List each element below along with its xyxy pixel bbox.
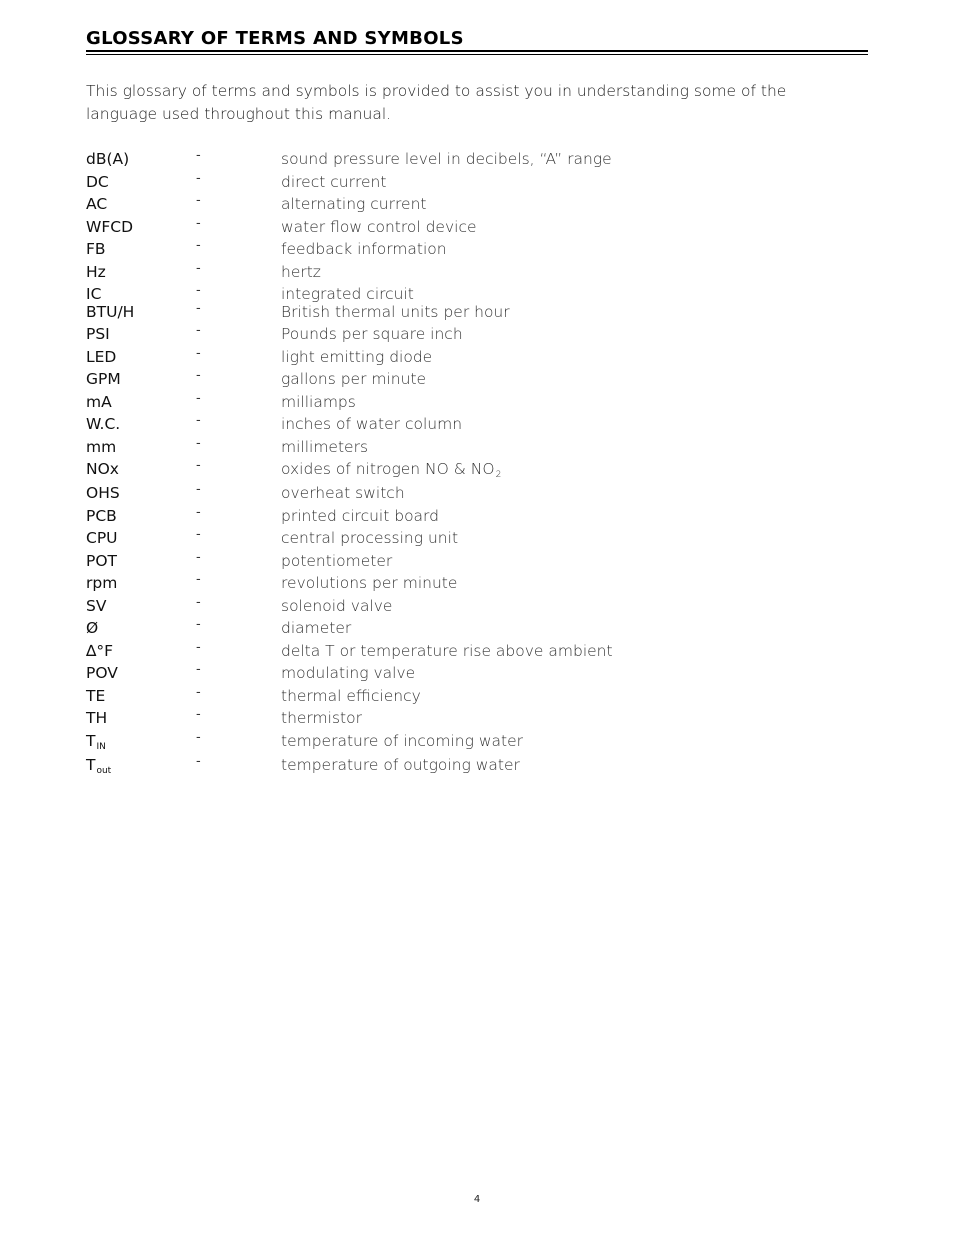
glossary-term: LED bbox=[86, 347, 117, 366]
glossary-entry bbox=[86, 505, 786, 528]
glossary-separator: - bbox=[196, 283, 201, 298]
glossary-entry bbox=[86, 527, 786, 550]
glossary-separator: - bbox=[196, 323, 201, 338]
glossary-separator: - bbox=[196, 594, 201, 610]
glossary-separator: - bbox=[196, 260, 201, 276]
glossary-entry bbox=[86, 436, 786, 459]
definition-text: oxides of nitrogen NO & NO bbox=[281, 460, 495, 478]
intro-paragraph: This glossary of terms and symbols is provided to assist you in understanding some of the language used throughout this manual. bbox=[86, 82, 787, 123]
glossary-separator: - bbox=[196, 413, 201, 428]
glossary-entry bbox=[86, 171, 786, 194]
glossary-definition: temperature of outgoing water bbox=[281, 755, 520, 774]
glossary-definition: thermal efficiency bbox=[281, 686, 421, 705]
glossary-definition: diameter bbox=[281, 619, 352, 637]
glossary-term: WFCD bbox=[86, 217, 133, 236]
glossary-entry bbox=[86, 323, 786, 346]
glossary-definition: British thermal units per hour bbox=[281, 302, 510, 321]
glossary-separator: - bbox=[196, 684, 201, 700]
glossary-definition: light emitting diode bbox=[281, 347, 433, 366]
glossary-definition: feedback information bbox=[281, 240, 447, 258]
glossary-term: dB(A) bbox=[86, 150, 130, 168]
glossary-definition: thermistor bbox=[281, 709, 362, 727]
glossary-term: PCB bbox=[86, 506, 117, 525]
glossary-separator: - bbox=[196, 458, 201, 473]
glossary-term: Hz bbox=[86, 262, 106, 281]
glossary-entry bbox=[86, 238, 786, 261]
term-subscript: IN bbox=[96, 741, 106, 752]
glossary-term: mA bbox=[86, 392, 112, 411]
glossary-separator: - bbox=[196, 639, 201, 655]
glossary-definition: printed circuit board bbox=[281, 506, 439, 525]
glossary-separator: - bbox=[196, 753, 201, 769]
glossary-term: POV bbox=[86, 664, 118, 682]
glossary-entry bbox=[86, 368, 786, 391]
glossary-definition: modulating valve bbox=[281, 664, 416, 682]
glossary-definition: sound pressure level in decibels, “A” range bbox=[281, 150, 612, 168]
glossary-separator: - bbox=[196, 729, 201, 745]
glossary-entry bbox=[86, 730, 786, 754]
glossary-entry bbox=[86, 707, 786, 730]
glossary-term: SV bbox=[86, 596, 107, 615]
glossary-entry bbox=[86, 193, 786, 216]
glossary-entry bbox=[86, 685, 786, 708]
glossary-term: ∆°F bbox=[86, 641, 114, 660]
glossary-definition: inches of water column bbox=[281, 415, 463, 433]
glossary-separator: - bbox=[196, 504, 201, 520]
glossary-definition: hertz bbox=[281, 262, 321, 281]
glossary-separator: - bbox=[196, 435, 201, 451]
glossary-term: FB bbox=[86, 240, 106, 258]
glossary-term: W.C. bbox=[86, 415, 121, 433]
glossary-list bbox=[86, 148, 786, 778]
glossary-definition: gallons per minute bbox=[281, 370, 427, 388]
glossary-definition: potentiometer bbox=[281, 551, 393, 570]
glossary-term: PSI bbox=[86, 325, 110, 343]
glossary-term: NOx bbox=[86, 460, 119, 478]
glossary-separator: - bbox=[196, 148, 201, 163]
glossary-definition: Pounds per square inch bbox=[281, 325, 463, 343]
glossary-definition: overheat switch bbox=[281, 484, 405, 502]
glossary-definition: revolutions per minute bbox=[281, 574, 458, 592]
glossary-term: TE bbox=[86, 686, 106, 705]
definition-subscript: 2 bbox=[495, 470, 502, 480]
glossary-definition: water flow control device bbox=[281, 217, 477, 236]
glossary-entry bbox=[86, 617, 786, 640]
glossary-entry bbox=[86, 482, 786, 505]
glossary-entry bbox=[86, 261, 786, 284]
glossary-separator: - bbox=[196, 662, 201, 677]
glossary-definition: solenoid valve bbox=[281, 596, 393, 615]
glossary-term: TH bbox=[86, 709, 108, 727]
glossary-term: mm bbox=[86, 437, 117, 456]
glossary-definition: central processing unit bbox=[281, 529, 459, 547]
glossary-separator: - bbox=[196, 617, 201, 632]
glossary-separator: - bbox=[196, 215, 201, 231]
glossary-entry bbox=[86, 391, 786, 414]
term-subscript: out bbox=[96, 765, 112, 776]
title-rule-thin bbox=[86, 54, 868, 55]
glossary-term bbox=[86, 754, 111, 783]
glossary-entry bbox=[86, 216, 786, 239]
glossary-definition: temperature of incoming water bbox=[281, 731, 523, 750]
glossary-separator: - bbox=[196, 482, 201, 497]
glossary-definition: direct current bbox=[281, 172, 387, 191]
glossary-term: Ø bbox=[86, 619, 99, 637]
glossary-entry bbox=[86, 346, 786, 369]
glossary-term: BTU/H bbox=[86, 302, 135, 321]
term-text: T bbox=[86, 731, 96, 750]
glossary-separator: - bbox=[196, 390, 201, 406]
glossary-term: OHS bbox=[86, 484, 120, 502]
glossary-entry bbox=[86, 148, 786, 171]
glossary-entry bbox=[86, 595, 786, 618]
glossary-separator: - bbox=[196, 572, 201, 587]
glossary-definition: integrated circuit bbox=[281, 285, 414, 303]
glossary-term: AC bbox=[86, 195, 108, 213]
glossary-entry bbox=[86, 754, 786, 778]
glossary-term: IC bbox=[86, 285, 102, 303]
glossary-entry bbox=[86, 640, 786, 663]
glossary-definition: delta T or temperature rise above ambient bbox=[281, 641, 613, 660]
glossary-separator: - bbox=[196, 549, 201, 565]
glossary-term: CPU bbox=[86, 529, 118, 547]
glossary-separator: - bbox=[196, 345, 201, 361]
glossary-term: rpm bbox=[86, 574, 118, 592]
glossary-separator: - bbox=[196, 170, 201, 186]
page-title: GLOSSARY OF TERMS AND SYMBOLS bbox=[86, 28, 464, 49]
glossary-term: DC bbox=[86, 172, 109, 191]
glossary-definition: millimeters bbox=[281, 437, 369, 456]
glossary-entry bbox=[86, 458, 786, 482]
term-text: T bbox=[86, 755, 96, 774]
glossary-entry bbox=[86, 413, 786, 436]
title-rule-thick bbox=[86, 50, 868, 52]
glossary-separator: - bbox=[196, 238, 201, 253]
glossary-entry bbox=[86, 550, 786, 573]
glossary-definition: milliamps bbox=[281, 392, 356, 411]
glossary-definition: alternating current bbox=[281, 195, 427, 213]
glossary-entry bbox=[86, 572, 786, 595]
glossary-entry bbox=[86, 283, 786, 301]
glossary-term: GPM bbox=[86, 370, 121, 388]
glossary-separator: - bbox=[196, 527, 201, 542]
glossary-separator: - bbox=[196, 707, 201, 722]
glossary-separator: - bbox=[196, 193, 201, 208]
glossary-entry bbox=[86, 662, 786, 685]
glossary-separator: - bbox=[196, 300, 201, 316]
glossary-term: POT bbox=[86, 551, 118, 570]
page-number: 4 bbox=[473, 1194, 481, 1205]
glossary-separator: - bbox=[196, 368, 201, 383]
glossary-entry bbox=[86, 301, 786, 324]
